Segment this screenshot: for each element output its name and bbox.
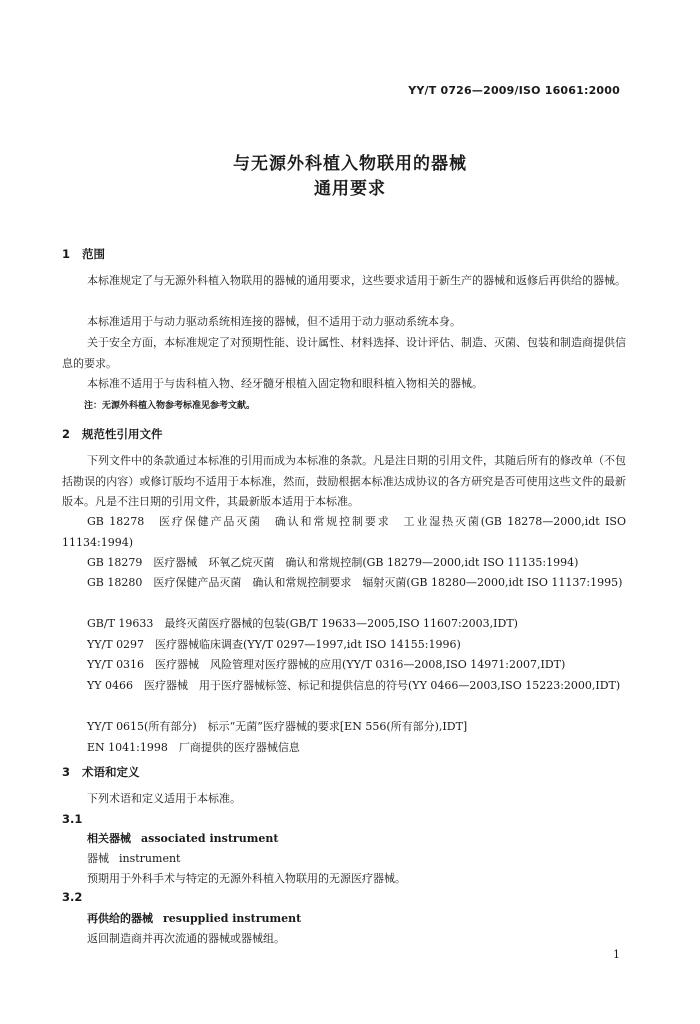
section-title: 范围 — [82, 247, 105, 261]
section-title: 术语和定义 — [82, 765, 140, 779]
term-alternate — [87, 850, 180, 866]
section-3-intro: 下列术语和定义适用于本标准。 — [87, 792, 241, 805]
document-subtitle: 通用要求 — [314, 179, 386, 199]
term-zh: 相关器械 — [87, 832, 131, 845]
section-title: 规范性引用文件 — [82, 427, 163, 441]
section-1-paragraph: 本标准不适用于与齿科植入物、经牙髓牙根植入固定物和眼科植入物相关的器械。 — [87, 377, 483, 390]
section-1-paragraph: 关于安全方面，本标准规定了对预期性能、设计属性、材料选择、设计评估、制造、灭菌、包装和制造商提供信息的要求。 — [62, 336, 626, 370]
section-3-heading — [62, 764, 140, 780]
section-1-heading — [62, 246, 105, 262]
reference-item: EN 1041:1998 厂商提供的医疗器械信息 — [87, 741, 300, 754]
term-definition: 返回制造商并再次流通的器械或器械组。 — [87, 932, 285, 945]
section-1-paragraph: 本标准规定了与无源外科植入物联用的器械的通用要求，这些要求适用于新生产的器械和返修后再供给的器械。 — [87, 274, 626, 287]
reference-item: GB/T 19633 最终灭菌医疗器械的包装(GB/T 19633—2005,ISO 11607:2003,IDT) — [87, 617, 518, 630]
section-2-intro: 下列文件中的条款通过本标准的引用而成为本标准的条款。凡是注日期的引用文件，其随后所有的修改单（不包括勘误的内容）或修订版均不适用于本标准，然而，鼓励根据本标准达成协议的各方研究是否可使用这些文件的最新版本。凡是不注日期的引用文件，其最新版本适用于本标准。 — [62, 454, 626, 508]
term-heading — [87, 910, 301, 926]
reference-item: YY/T 0615(所有部分) 标示“无菌”医疗器械的要求[EN 556(所有部分),IDT] — [87, 720, 468, 733]
page-number: 1 — [613, 948, 620, 961]
section-1-paragraph: 本标准适用于与动力驱动系统相连接的器械，但不适用于动力驱动系统本身。 — [87, 315, 461, 328]
term-alt-en: instrument — [119, 852, 181, 865]
note: 注：无源外科植入物参考标准见参考文献。 — [84, 401, 256, 411]
term-zh: 再供给的器械 — [87, 912, 153, 925]
term-alt-zh: 器械 — [87, 852, 109, 865]
section-2-heading — [62, 426, 163, 442]
term-number: 3.1 — [62, 812, 83, 826]
term-en: associated instrument — [141, 832, 279, 845]
reference-item: GB 18280 医疗保健产品灭菌 确认和常规控制要求 辐射灭菌(GB 18280—2000,idt ISO 11137:1995) — [87, 576, 623, 589]
reference-item: YY/T 0297 医疗器械临床调查(YY/T 0297—1997,idt ISO 14155:1996) — [87, 638, 461, 651]
term-number: 3.2 — [62, 890, 83, 904]
standard-code: YY/T 0726—2009/ISO 16061:2000 — [408, 84, 620, 97]
section-number: 2 — [62, 427, 71, 441]
reference-item: GB 18278 医疗保健产品灭菌 确认和常规控制要求 工业湿热灭菌(GB 18278—2000,idt ISO 11134:1994) — [62, 515, 626, 549]
reference-item: YY 0466 医疗器械 用于医疗器械标签、标记和提供信息的符号(YY 0466—2003,ISO 15223:2000,IDT) — [87, 679, 621, 692]
reference-item: YY/T 0316 医疗器械 风险管理对医疗器械的应用(YY/T 0316—2008,ISO 14971:2007,IDT) — [87, 658, 566, 671]
section-number: 3 — [62, 765, 71, 779]
term-definition: 预期用于外科手术与特定的无源外科植入物联用的无源医疗器械。 — [87, 872, 406, 885]
document-title: 与无源外科植入物联用的器械 — [233, 154, 467, 174]
term-heading — [87, 830, 278, 846]
term-en: resupplied instrument — [163, 912, 302, 925]
section-number: 1 — [62, 247, 71, 261]
reference-item: GB 18279 医疗器械 环氧乙烷灭菌 确认和常规控制(GB 18279—2000,idt ISO 11135:1994) — [87, 556, 579, 569]
